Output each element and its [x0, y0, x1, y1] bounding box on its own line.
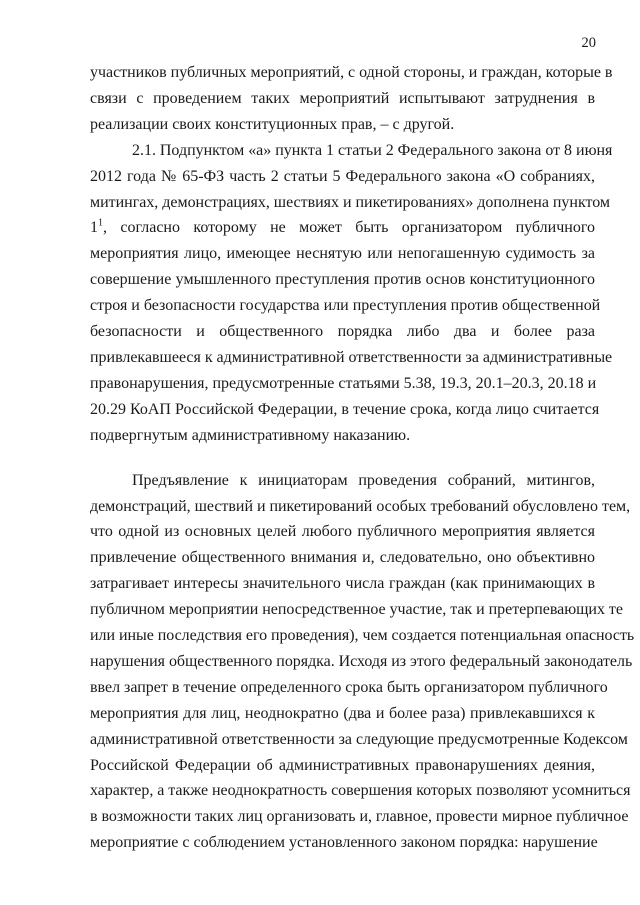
text-line: мероприятие с соблюдением установленного законом порядка: нарушение: [90, 834, 598, 852]
text-fragment: , согласно которому не может быть организатором публичного: [103, 219, 595, 237]
text-line: митингах, демонстрациях, шествиях и пикетированиях» дополнена пунктом: [90, 193, 611, 211]
superscript-number: 1: [98, 218, 103, 230]
text-line: Предъявление к инициаторам проведения собраний, митингов,: [132, 471, 595, 489]
text-line: участников публичных мероприятий, с одной стороны, и граждан, которые в: [90, 64, 613, 81]
text-line: совершение умышленного преступления против основ конституционного: [90, 271, 595, 289]
text-line: связи с проведением таких мероприятий испытывают затруднения в: [90, 89, 595, 107]
text-line: 20.29 КоАП Российской Федерации, в течение срока, когда лицо считается: [90, 400, 600, 418]
text-line: ввел запрет в течение определенного срока быть организатором публичного: [90, 678, 608, 696]
text-line: 2012 года № 65-ФЗ часть 2 статьи 5 Федерального закона «О собраниях,: [90, 167, 595, 185]
text-line: публичном мероприятии непосредственное участие, так и претерпевающих те: [90, 601, 623, 619]
text-line: 2.1. Подпунктом «а» пункта 1 статьи 2 Федерального закона от 8 июня: [132, 141, 613, 159]
text-line: строя и безопасности государства или преступления против общественной: [90, 297, 601, 315]
text-line: реализации своих конституционных прав, – с другой.: [90, 115, 455, 133]
text-line: безопасности и общественного порядка либо два и более раза: [90, 323, 595, 341]
text-line: административной ответственности за следующие предусмотренные Кодексом: [90, 730, 628, 748]
text-line: Российской Федерации об административных правонарушениях деяния,: [90, 756, 595, 774]
text-line: в возможности таких лиц организовать и, главное, провести мирное публичное: [90, 808, 629, 826]
text-line: или иные последствия его проведения), чем создается потенциальная опасность: [90, 627, 635, 645]
text-line: привлечение общественного внимания и, следовательно, оно объективно: [90, 549, 595, 567]
page-number: 20: [581, 35, 596, 51]
text-line: затрагивает интересы значительного числа граждан (как принимающих в: [90, 575, 595, 593]
text-line: что одной из основных целей любого публичного мероприятия является: [90, 523, 595, 541]
text-line: правонарушения, предусмотренные статьями 5.38, 19.3, 20.1–20.3, 20.18 и: [90, 374, 597, 392]
text-line: нарушения общественного порядка. Исходя из этого федеральный законодатель: [90, 652, 633, 670]
text-line: мероприятия для лиц, неоднократно (два и более раза) привлекавшихся к: [90, 704, 595, 722]
text-line: привлекавшееся к административной ответственности за административные: [90, 348, 613, 366]
text-line: подвергнутым административному наказанию.: [90, 426, 411, 444]
text-line: мероприятия лицо, имеющее неснятую или непогашенную судимость за: [90, 245, 595, 263]
point-number: 1: [90, 219, 98, 237]
paragraph-requirements: [90, 468, 635, 857]
text-line: характер, а также неоднократность совершения которых позволяют усомниться: [90, 782, 631, 800]
paragraph-2-1: [90, 138, 613, 449]
paragraph-intro: [90, 60, 613, 138]
text-line-with-footnote: [90, 215, 595, 241]
document-body: [90, 60, 635, 856]
text-line: демонстраций, шествий и пикетирований особых требований обусловлено тем,: [90, 497, 631, 515]
